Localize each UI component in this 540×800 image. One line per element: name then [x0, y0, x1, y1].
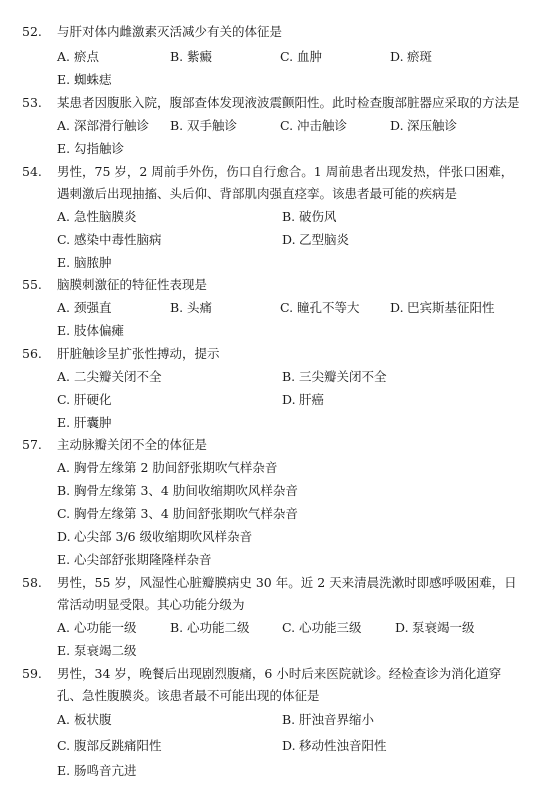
option-a[interactable]: A. 急性脑膜炎	[57, 209, 137, 224]
question-number: 56.	[22, 346, 42, 361]
option-e[interactable]: E. 蜘蛛痣	[57, 72, 112, 87]
option-d[interactable]: D. 巴宾斯基征阳性	[390, 300, 495, 315]
option-a[interactable]: A. 心功能一级	[57, 620, 137, 635]
option-d[interactable]: D. 移动性浊音阳性	[282, 738, 387, 753]
option-d[interactable]: D. 肝癌	[282, 392, 325, 407]
question-stem-cont: 孔、急性腹膜炎。该患者最不可能出现的体征是	[57, 688, 320, 703]
option-b[interactable]: B. 心功能二级	[170, 620, 250, 635]
option-c[interactable]: C. 胸骨左缘第 3、4 肋间舒张期吹气样杂音	[57, 506, 298, 521]
option-b[interactable]: B. 胸骨左缘第 3、4 肋间收缩期吹风样杂音	[57, 483, 298, 498]
option-b[interactable]: B. 双手触诊	[170, 118, 238, 133]
option-b[interactable]: B. 头痛	[170, 300, 213, 315]
question-stem-cont: 常活动明显受限。其心功能分级为	[57, 597, 245, 612]
question-number: 55.	[22, 277, 42, 292]
option-c[interactable]: C. 腹部反跳痛阳性	[57, 738, 162, 753]
question-number: 59.	[22, 666, 42, 681]
question-stem: 男性，75 岁，2 周前手外伤，伤口自行愈合。1 周前患者出现发热，伴张口困难，	[57, 164, 514, 179]
option-a[interactable]: A. 板状腹	[57, 712, 112, 727]
option-c[interactable]: C. 冲击触诊	[280, 118, 348, 133]
option-b[interactable]: B. 紫癜	[170, 49, 213, 64]
question-stem: 男性，34 岁，晚餐后出现剧烈腹痛，6 小时后来医院就诊。经检查诊为消化道穿	[57, 666, 502, 681]
question-stem: 与肝对体内雌激素灭活减少有关的体征是	[57, 24, 283, 39]
option-e[interactable]: E. 肝囊肿	[57, 415, 112, 430]
option-b[interactable]: B. 肝浊音界缩小	[282, 712, 375, 727]
question-number: 52.	[22, 24, 42, 39]
option-a[interactable]: A. 深部滑行触诊	[57, 118, 150, 133]
question-stem: 脑膜刺激征的特征性表现是	[57, 277, 208, 292]
option-d[interactable]: D. 深压触诊	[390, 118, 458, 133]
question-stem: 主动脉瓣关闭不全的体征是	[57, 437, 208, 452]
question-number: 54.	[22, 164, 42, 179]
option-e[interactable]: E. 肢体偏瘫	[57, 323, 125, 338]
option-e[interactable]: E. 泵衰竭二级	[57, 643, 137, 658]
option-d[interactable]: D. 泵衰竭一级	[395, 620, 475, 635]
option-c[interactable]: C. 肝硬化	[57, 392, 112, 407]
option-b[interactable]: B. 破伤风	[282, 209, 337, 224]
option-a[interactable]: A. 颈强直	[57, 300, 112, 315]
option-d[interactable]: D. 心尖部 3/6 级收缩期吹风样杂音	[57, 529, 253, 544]
question-number: 58.	[22, 575, 42, 590]
question-number: 53.	[22, 95, 42, 110]
option-d[interactable]: D. 瘀斑	[390, 49, 433, 64]
question-stem-cont: 遇刺激后出现抽搐、头后仰、背部肌肉强直痉挛。该患者最可能的疾病是	[57, 186, 458, 201]
option-c[interactable]: C. 感染中毒性脑病	[57, 232, 162, 247]
option-a[interactable]: A. 二尖瓣关闭不全	[57, 369, 162, 384]
option-b[interactable]: B. 三尖瓣关闭不全	[282, 369, 387, 384]
question-stem: 某患者因腹胀入院，腹部查体发现液波震颤阳性。此时检查腹部脏器应采取的方法是	[57, 95, 520, 110]
option-d[interactable]: D. 乙型脑炎	[282, 232, 350, 247]
option-c[interactable]: C. 心功能三级	[282, 620, 362, 635]
option-e[interactable]: E. 脑脓肿	[57, 255, 112, 270]
option-e[interactable]: E. 勾指触诊	[57, 141, 125, 156]
option-a[interactable]: A. 瘀点	[57, 49, 100, 64]
question-number: 57.	[22, 437, 42, 452]
option-a[interactable]: A. 胸骨左缘第 2 肋间舒张期吹气样杂音	[57, 460, 278, 475]
question-stem: 肝脏触诊呈扩张性搏动，提示	[57, 346, 220, 361]
option-e[interactable]: E. 心尖部舒张期隆隆样杂音	[57, 552, 212, 567]
option-e[interactable]: E. 肠鸣音亢进	[57, 763, 137, 778]
option-c[interactable]: C. 血肿	[280, 49, 323, 64]
question-stem: 男性，55 岁，风湿性心脏瓣膜病史 30 年。近 2 天来清晨洗漱时即感呼吸困难，日	[57, 575, 517, 590]
option-c[interactable]: C. 瞳孔不等大	[280, 300, 360, 315]
